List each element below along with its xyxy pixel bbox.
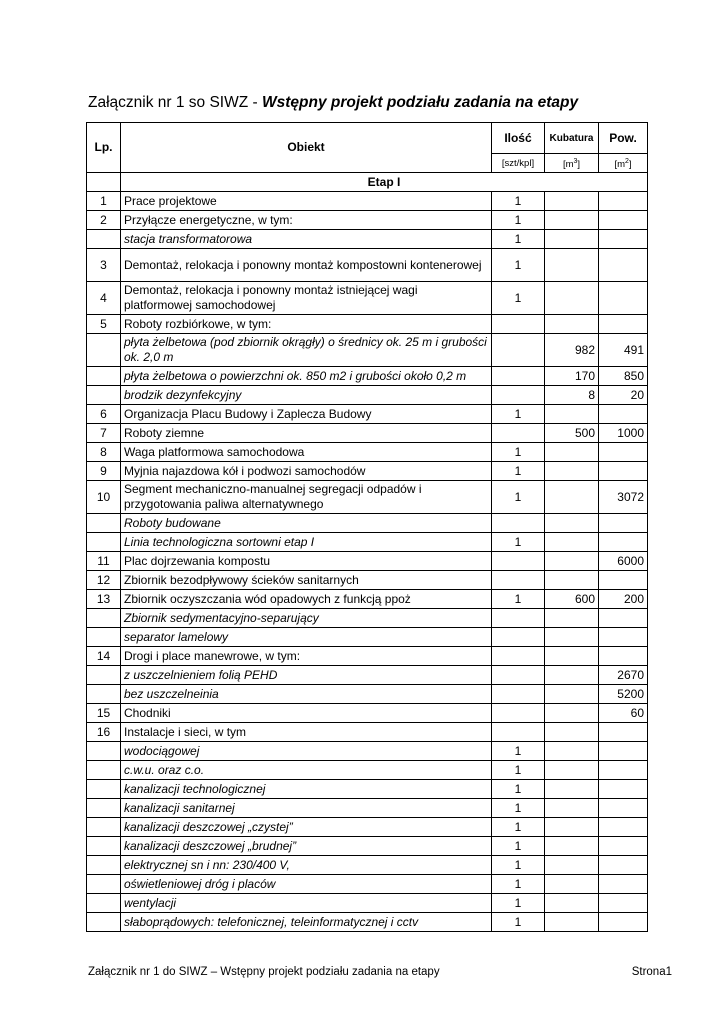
ilosc-cell: 1 (492, 780, 545, 799)
kubatura-cell (545, 192, 599, 211)
kubatura-cell (545, 723, 599, 742)
table-row (87, 609, 648, 628)
table-row (87, 723, 648, 742)
obiekt-cell: Waga platformowa samochodowa (121, 443, 492, 462)
ilosc-cell (492, 628, 545, 647)
stages-table (86, 122, 648, 932)
pow-cell (599, 462, 648, 481)
header-ilosc: Ilość (492, 123, 545, 154)
table-row (87, 192, 648, 211)
pow-cell (599, 894, 648, 913)
table-row (87, 742, 648, 761)
kubatura-cell (545, 913, 599, 932)
lp-cell (87, 533, 121, 552)
pow-cell (599, 514, 648, 533)
lp-cell: 13 (87, 590, 121, 609)
pow-cell (599, 761, 648, 780)
lp-cell (87, 856, 121, 875)
pow-cell (599, 647, 648, 666)
ilosc-cell (492, 386, 545, 405)
pow-cell (599, 818, 648, 837)
title-emphasis: Wstępny projekt podziału zadania na etapy (261, 94, 579, 111)
kubatura-cell (545, 481, 599, 514)
lp-cell (87, 837, 121, 856)
table-row (87, 552, 648, 571)
table-row (87, 533, 648, 552)
pow-cell (599, 192, 648, 211)
header-lp: Lp. (87, 123, 121, 173)
kubatura-cell (545, 405, 599, 424)
ilosc-cell (492, 334, 545, 367)
obiekt-cell: Chodniki (121, 704, 492, 723)
obiekt-cell: oświetleniowej dróg i placów (121, 875, 492, 894)
table-row (87, 590, 648, 609)
table-row (87, 367, 648, 386)
lp-cell (87, 818, 121, 837)
lp-cell (87, 875, 121, 894)
lp-cell: 15 (87, 704, 121, 723)
obiekt-cell: Roboty ziemne (121, 424, 492, 443)
stage-lp-cell (87, 173, 121, 192)
unit-kubatura (545, 154, 599, 173)
unit-kub-close: ] (577, 159, 581, 171)
kubatura-cell: 170 (545, 367, 599, 386)
kubatura-cell (545, 533, 599, 552)
obiekt-cell: brodzik dezynfekcyjny (121, 386, 492, 405)
obiekt-cell: z uszczelnieniem folią PEHD (121, 666, 492, 685)
lp-cell: 6 (87, 405, 121, 424)
obiekt-cell: stacja transformatorowa (121, 230, 492, 249)
pow-cell: 200 (599, 590, 648, 609)
unit-pow-exp: 2 (625, 158, 629, 165)
table-row (87, 875, 648, 894)
obiekt-cell: kanalizacji sanitarnej (121, 799, 492, 818)
ilosc-cell (492, 666, 545, 685)
ilosc-cell (492, 514, 545, 533)
table-header (87, 123, 648, 173)
ilosc-cell (492, 552, 545, 571)
lp-cell (87, 894, 121, 913)
kubatura-cell (545, 647, 599, 666)
ilosc-cell: 1 (492, 761, 545, 780)
kubatura-cell (545, 704, 599, 723)
pow-cell (599, 628, 648, 647)
kubatura-cell: 600 (545, 590, 599, 609)
obiekt-cell: kanalizacji deszczowej „czystej” (121, 818, 492, 837)
obiekt-cell: Zbiornik sedymentacyjno-separujący (121, 609, 492, 628)
table-row (87, 704, 648, 723)
unit-kub-base: [m (562, 159, 574, 171)
pow-cell (599, 856, 648, 875)
kubatura-cell (545, 666, 599, 685)
kubatura-cell (545, 799, 599, 818)
obiekt-cell: Myjnia najazdowa kół i podwozi samochodów (121, 462, 492, 481)
ilosc-cell: 1 (492, 211, 545, 230)
lp-cell (87, 666, 121, 685)
obiekt-cell: Zbiornik bezodpływowy ścieków sanitarnych (121, 571, 492, 590)
pow-cell: 5200 (599, 685, 648, 704)
obiekt-cell: Drogi i place manewrowe, w tym: (121, 647, 492, 666)
pow-cell (599, 282, 648, 315)
pow-cell: 3072 (599, 481, 648, 514)
kubatura-cell (545, 443, 599, 462)
unit-pow-base: [m (614, 159, 625, 171)
table-row (87, 315, 648, 334)
lp-cell (87, 628, 121, 647)
pow-cell (599, 571, 648, 590)
pow-cell (599, 742, 648, 761)
lp-cell (87, 761, 121, 780)
obiekt-cell: Instalacje i sieci, w tym (121, 723, 492, 742)
table-row (87, 856, 648, 875)
obiekt-cell: słaboprądowych: telefonicznej, teleinformatycznej i cctv (121, 913, 492, 932)
pow-cell (599, 837, 648, 856)
table-row (87, 628, 648, 647)
kubatura-cell (545, 230, 599, 249)
ilosc-cell (492, 424, 545, 443)
unit-pow (599, 154, 648, 173)
obiekt-cell: Roboty rozbiórkowe, w tym: (121, 315, 492, 334)
lp-cell (87, 685, 121, 704)
pow-cell (599, 443, 648, 462)
ilosc-cell: 1 (492, 443, 545, 462)
table-row (87, 282, 648, 315)
ilosc-cell: 1 (492, 799, 545, 818)
table-row (87, 837, 648, 856)
ilosc-cell: 1 (492, 462, 545, 481)
obiekt-cell: płyta żelbetowa o powierzchni ok. 850 m2 i grubości około 0,2 m (121, 367, 492, 386)
lp-cell: 2 (87, 211, 121, 230)
pow-cell (599, 875, 648, 894)
kubatura-cell (545, 894, 599, 913)
lp-cell: 4 (87, 282, 121, 315)
ilosc-cell: 1 (492, 837, 545, 856)
obiekt-cell: Segment mechaniczno-manualnej segregacji odpadów i przygotowania paliwa alternatywnego (121, 481, 492, 514)
table-row (87, 571, 648, 590)
stage-label: Etap I (121, 173, 648, 192)
table-body (87, 173, 648, 932)
table-row (87, 386, 648, 405)
table-row (87, 685, 648, 704)
table-row (87, 211, 648, 230)
kubatura-cell (545, 514, 599, 533)
footer-caption: Załącznik nr 1 do SIWZ – Wstępny projekt podziału zadania na etapy (88, 966, 440, 978)
obiekt-cell: Plac dojrzewania kompostu (121, 552, 492, 571)
kubatura-cell (545, 609, 599, 628)
lp-cell: 3 (87, 249, 121, 282)
header-obiekt: Obiekt (121, 123, 492, 173)
pow-cell (599, 315, 648, 334)
kubatura-cell (545, 685, 599, 704)
pow-cell (599, 609, 648, 628)
lp-cell: 8 (87, 443, 121, 462)
lp-cell: 12 (87, 571, 121, 590)
lp-cell (87, 230, 121, 249)
table-row (87, 443, 648, 462)
ilosc-cell (492, 704, 545, 723)
table-row (87, 514, 648, 533)
obiekt-cell: Demontaż, relokacja i ponowny montaż istniejącej wagi platformowej samochodowej (121, 282, 492, 315)
obiekt-cell: Roboty budowane (121, 514, 492, 533)
obiekt-cell: wentylacji (121, 894, 492, 913)
ilosc-cell: 1 (492, 894, 545, 913)
ilosc-cell: 1 (492, 875, 545, 894)
kubatura-cell: 982 (545, 334, 599, 367)
kubatura-cell (545, 282, 599, 315)
header-pow: Pow. (599, 123, 648, 154)
ilosc-cell: 1 (492, 533, 545, 552)
obiekt-cell: Organizacja Placu Budowy i Zaplecza Budowy (121, 405, 492, 424)
kubatura-cell (545, 875, 599, 894)
ilosc-cell (492, 723, 545, 742)
table-row (87, 230, 648, 249)
pow-cell: 6000 (599, 552, 648, 571)
lp-cell (87, 609, 121, 628)
ilosc-cell: 1 (492, 192, 545, 211)
kubatura-cell (545, 742, 599, 761)
lp-cell (87, 742, 121, 761)
table-row (87, 913, 648, 932)
lp-cell (87, 799, 121, 818)
lp-cell (87, 913, 121, 932)
table-row (87, 647, 648, 666)
obiekt-cell: kanalizacji deszczowej „brudnej” (121, 837, 492, 856)
unit-kub-exp: 3 (573, 158, 578, 165)
ilosc-cell (492, 685, 545, 704)
unit-pow-close: ] (628, 159, 632, 171)
obiekt-cell: wodociągowej (121, 742, 492, 761)
ilosc-cell (492, 647, 545, 666)
table-row (87, 761, 648, 780)
ilosc-cell: 1 (492, 742, 545, 761)
pow-cell (599, 913, 648, 932)
obiekt-cell: Demontaż, relokacja i ponowny montaż kompostowni kontenerowej (121, 249, 492, 282)
lp-cell: 10 (87, 481, 121, 514)
ilosc-cell (492, 571, 545, 590)
kubatura-cell (545, 249, 599, 282)
kubatura-cell (545, 315, 599, 334)
ilosc-cell: 1 (492, 913, 545, 932)
obiekt-cell: Przyłącze energetyczne, w tym: (121, 211, 492, 230)
pow-cell (599, 405, 648, 424)
obiekt-cell: kanalizacji technologicznej (121, 780, 492, 799)
table-row (87, 462, 648, 481)
obiekt-cell: bez uszczelneinia (121, 685, 492, 704)
table-row (87, 818, 648, 837)
pow-cell: 20 (599, 386, 648, 405)
lp-cell (87, 514, 121, 533)
lp-cell (87, 780, 121, 799)
table-row (87, 666, 648, 685)
ilosc-cell (492, 609, 545, 628)
kubatura-cell (545, 818, 599, 837)
pow-cell (599, 723, 648, 742)
kubatura-cell (545, 462, 599, 481)
ilosc-cell: 1 (492, 481, 545, 514)
pow-cell: 2670 (599, 666, 648, 685)
pow-cell (599, 799, 648, 818)
ilosc-cell (492, 367, 545, 386)
ilosc-cell: 1 (492, 590, 545, 609)
table-row (87, 481, 648, 514)
ilosc-cell: 1 (492, 282, 545, 315)
ilosc-cell (492, 315, 545, 334)
obiekt-cell: separator lamelowy (121, 628, 492, 647)
lp-cell: 5 (87, 315, 121, 334)
obiekt-cell: c.w.u. oraz c.o. (121, 761, 492, 780)
pow-cell: 850 (599, 367, 648, 386)
lp-cell: 9 (87, 462, 121, 481)
title-prefix: Załącznik nr 1 so SIWZ - (88, 94, 262, 111)
table-row (87, 799, 648, 818)
obiekt-cell: płyta żelbetowa (pod zbiornik okrągły) o średnicy ok. 25 m i grubości ok. 2,0 m (121, 334, 492, 367)
pow-cell (599, 780, 648, 799)
lp-cell: 11 (87, 552, 121, 571)
pow-cell: 1000 (599, 424, 648, 443)
document-title (88, 94, 578, 112)
pow-cell (599, 533, 648, 552)
kubatura-cell (545, 780, 599, 799)
kubatura-cell (545, 837, 599, 856)
ilosc-cell: 1 (492, 405, 545, 424)
ilosc-cell: 1 (492, 818, 545, 837)
obiekt-cell: Linia technologiczna sortowni etap I (121, 533, 492, 552)
kubatura-cell (545, 571, 599, 590)
table-row (87, 334, 648, 367)
obiekt-cell: Zbiornik oczyszczania wód opadowych z funkcją ppoż (121, 590, 492, 609)
pow-cell: 60 (599, 704, 648, 723)
table-row (87, 894, 648, 913)
lp-cell (87, 386, 121, 405)
pow-cell (599, 211, 648, 230)
obiekt-cell: elektrycznej sn i nn: 230/400 V, (121, 856, 492, 875)
pow-cell (599, 230, 648, 249)
pow-cell (599, 249, 648, 282)
kubatura-cell (545, 552, 599, 571)
ilosc-cell: 1 (492, 856, 545, 875)
ilosc-cell: 1 (492, 230, 545, 249)
lp-cell: 16 (87, 723, 121, 742)
ilosc-cell: 1 (492, 249, 545, 282)
table-row (87, 780, 648, 799)
obiekt-cell: Prace projektowe (121, 192, 492, 211)
lp-cell (87, 334, 121, 367)
pow-cell: 491 (599, 334, 648, 367)
kubatura-cell (545, 628, 599, 647)
lp-cell: 7 (87, 424, 121, 443)
kubatura-cell (545, 211, 599, 230)
kubatura-cell (545, 856, 599, 875)
kubatura-cell: 500 (545, 424, 599, 443)
table-row (87, 249, 648, 282)
lp-cell: 1 (87, 192, 121, 211)
header-kubatura: Kubatura (545, 123, 599, 154)
kubatura-cell (545, 761, 599, 780)
table-row (87, 424, 648, 443)
page-number: Strona1 (631, 966, 672, 978)
lp-cell: 14 (87, 647, 121, 666)
kubatura-cell: 8 (545, 386, 599, 405)
lp-cell (87, 367, 121, 386)
table-row (87, 405, 648, 424)
unit-ilosc: [szt/kpl] (492, 154, 545, 173)
